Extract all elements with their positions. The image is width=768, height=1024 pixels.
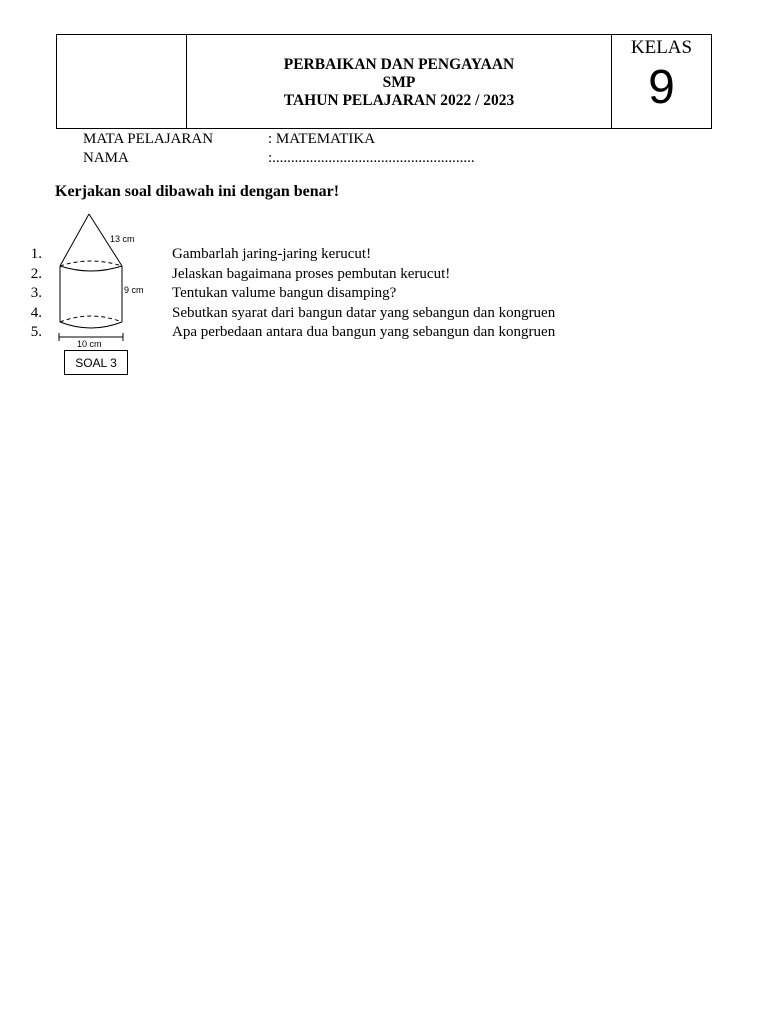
- cone-cylinder-figure: [52, 210, 162, 350]
- question-text: Jelaskan bagaimana proses pembutan kerucut!: [172, 265, 451, 282]
- question-number: 1.: [30, 246, 42, 262]
- title-line-2: SMP: [382, 73, 416, 91]
- question-text: Tentukan valume bangun disamping?: [172, 285, 397, 301]
- subject-value: : MATEMATIKA: [268, 131, 376, 147]
- kelas-number: 9: [648, 61, 675, 114]
- instruction-text: Kerjakan soal dibawah ini dengan benar!: [55, 183, 340, 200]
- question-text: Gambarlah jaring-jaring kerucut!: [172, 246, 372, 262]
- title-line-1: PERBAIKAN DAN PENGAYAAN: [283, 55, 515, 73]
- question-number: 2.: [30, 265, 42, 282]
- question-text: Sebutkan syarat dari bangun datar yang sebangun dan kongruen: [172, 304, 556, 321]
- question-number: 4.: [30, 304, 42, 321]
- header-logo-cell: [57, 35, 187, 128]
- question-text: Apa perbedaan antara dua bangun yang sebangun dan kongruen: [172, 324, 556, 340]
- question-number: 3.: [30, 285, 42, 301]
- header-title-cell: [187, 35, 612, 128]
- subject-label: MATA PELAJARAN: [83, 131, 214, 147]
- slant-height-label: 13 cm: [110, 234, 135, 244]
- title-line-3: TAHUN PELAJARAN 2022 / 2023: [283, 91, 515, 109]
- diameter-label: 10 cm: [77, 339, 102, 349]
- name-label: NAMA: [83, 150, 129, 166]
- figure-caption-box: SOAL 3: [64, 350, 128, 375]
- cylinder-height-label: 9 cm: [124, 285, 144, 295]
- question-number: 5.: [30, 324, 42, 340]
- header-kelas-cell: [612, 35, 711, 128]
- kelas-label: KELAS: [630, 37, 693, 58]
- name-field: :......................................................: [268, 150, 475, 166]
- header-table: [56, 34, 712, 129]
